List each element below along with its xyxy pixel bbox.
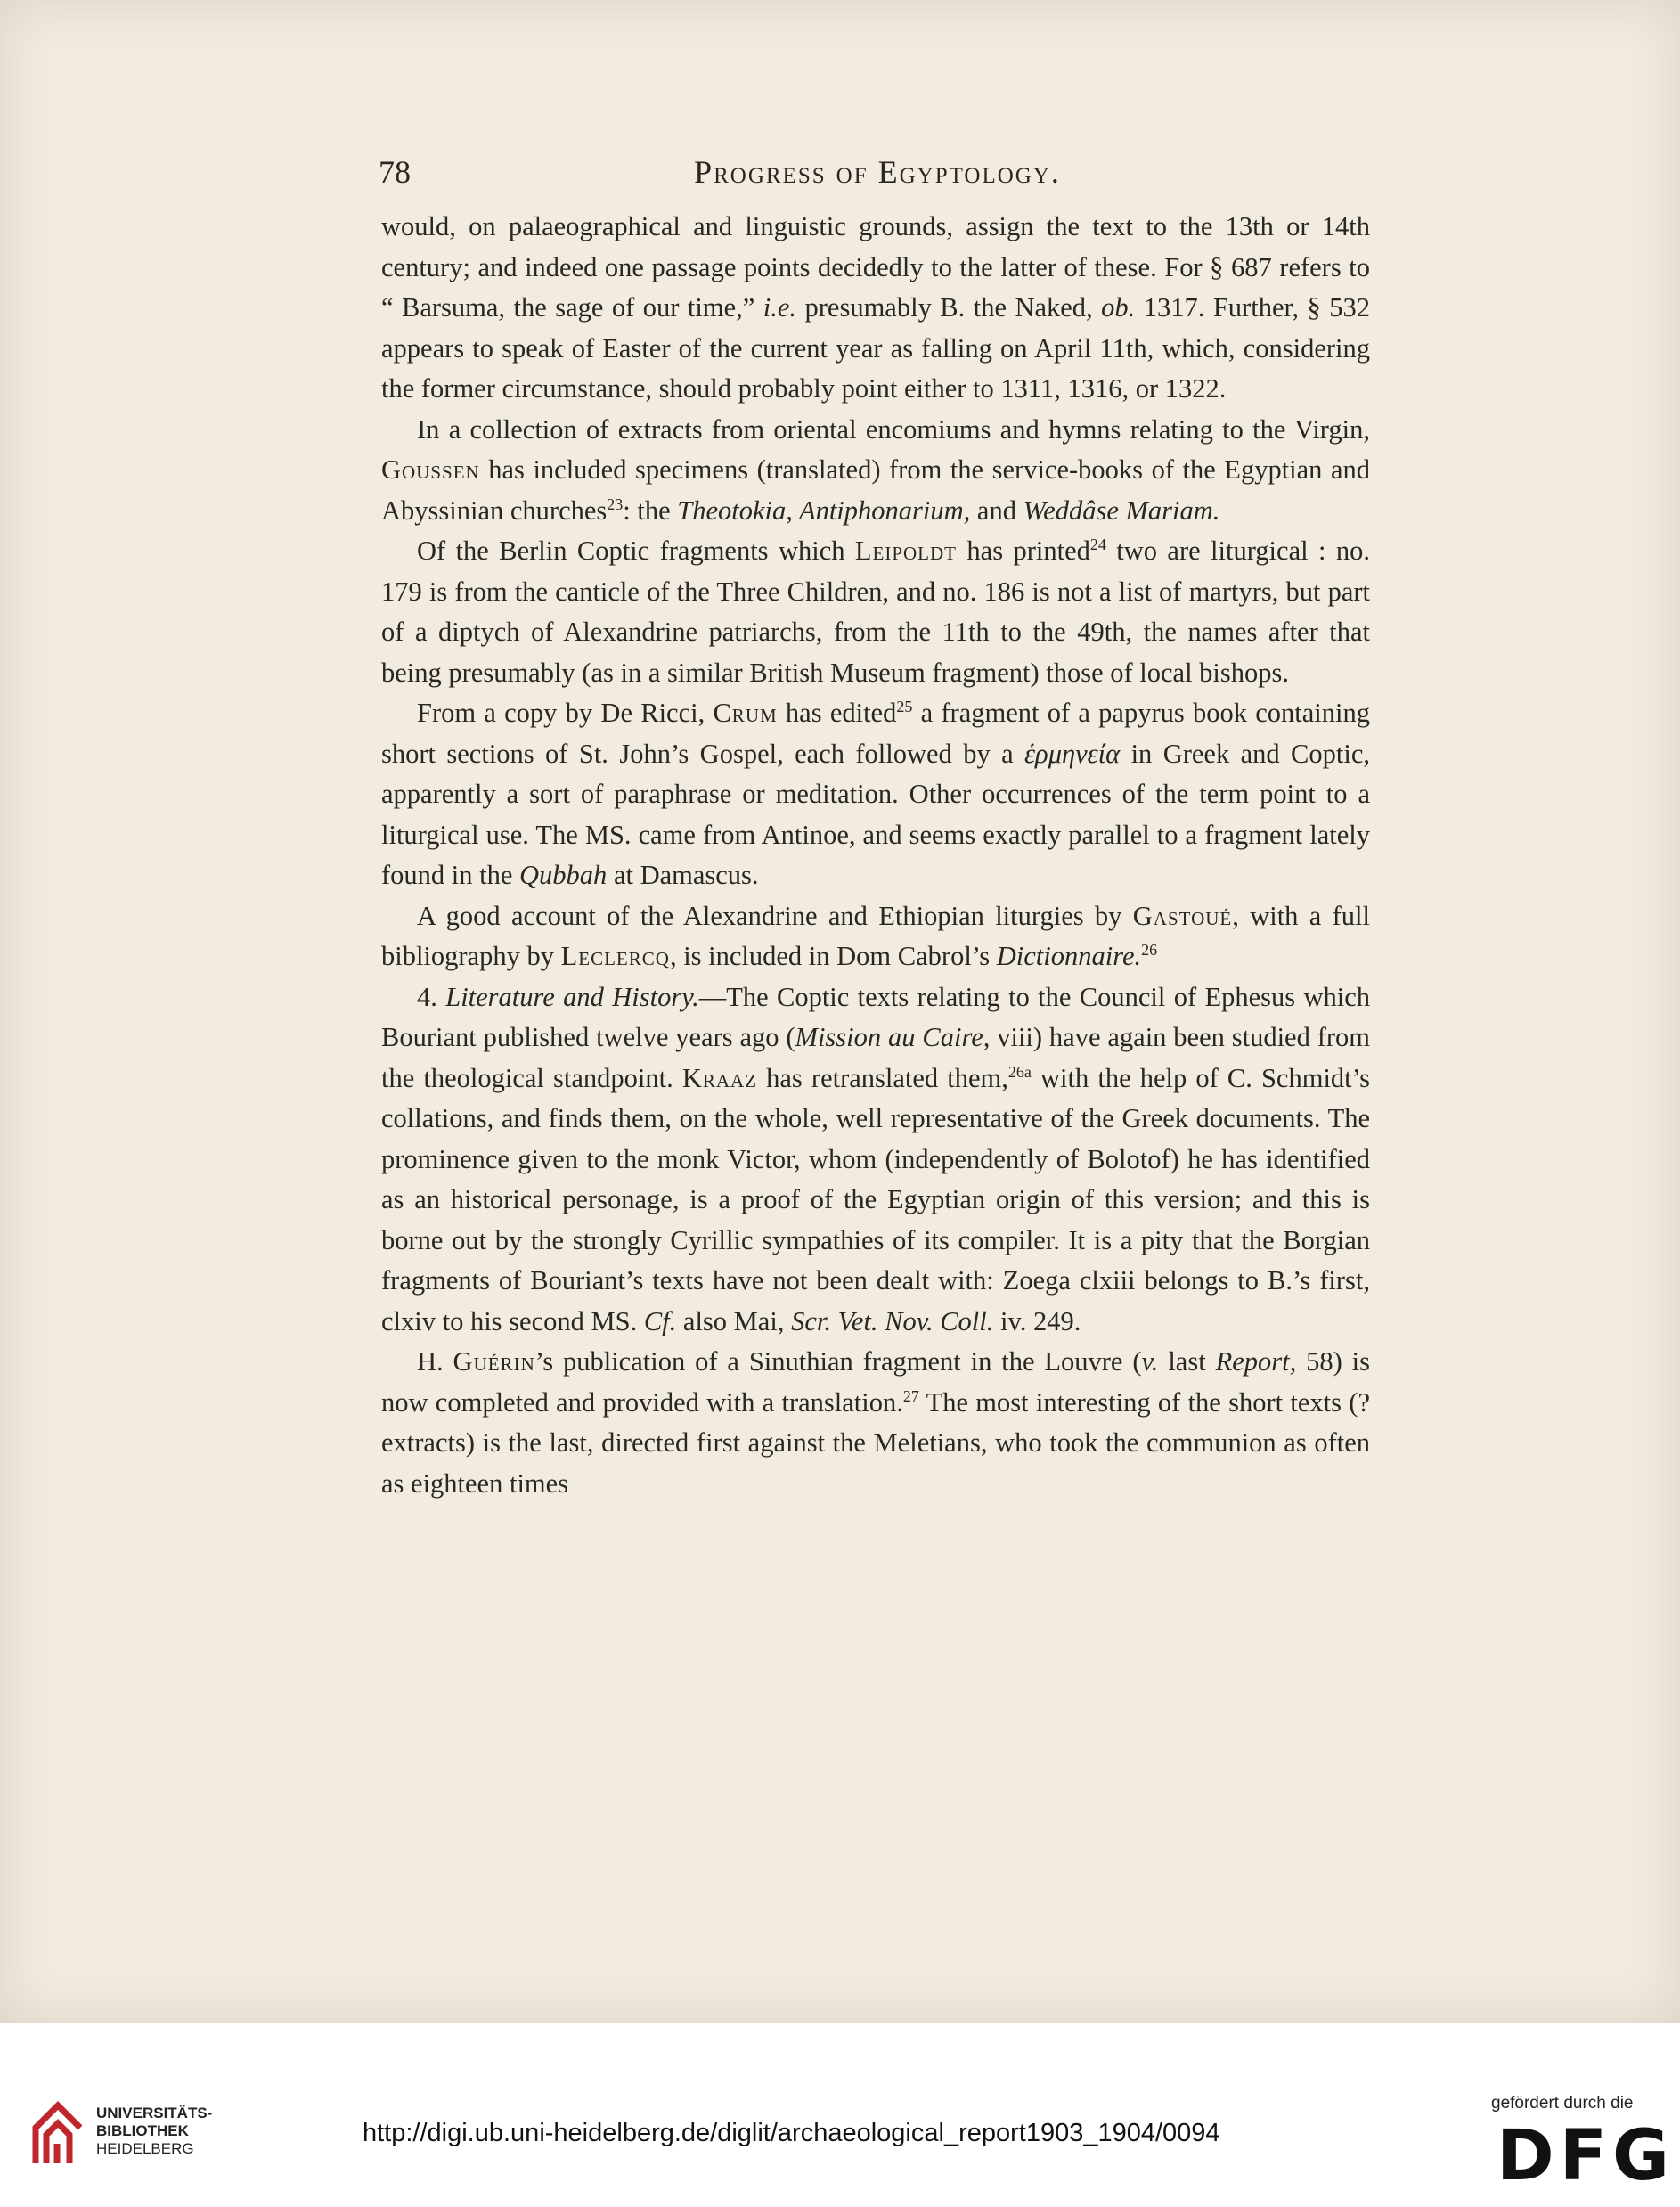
text-run: Mission au Caire, <box>795 1022 991 1052</box>
text-run: in Greek and Coptic, apparently a sort of paraphrase or meditation. Other occurrences of the term point to a liturgical use. The MS. came from Antinoe, and seems exactly parallel to a fragment lately found in the <box>381 738 1370 890</box>
text-run: presumably B. the Naked, <box>796 292 1102 323</box>
text-run: Qubbah <box>519 860 608 890</box>
page-number: 78 <box>379 154 411 190</box>
text-run: has printed <box>957 535 1090 566</box>
text-run: : the <box>623 495 678 526</box>
running-title: Progress of Egyptology. <box>694 154 1061 190</box>
dfg-logo[interactable]: DFG <box>1497 2116 1676 2196</box>
text-run: v. <box>1141 1346 1159 1377</box>
author-name: Leipoldt <box>854 535 958 566</box>
text-run: 1317. Further, § 532 appears to speak of Easter of the current year as falling on April 11th, which, considering the former circumstance, should probably point either to 1311, 1316, or 1322. <box>381 292 1370 404</box>
text-run: Dictionnaire. <box>996 941 1142 971</box>
text-run: last <box>1158 1346 1216 1377</box>
library-name-line: UNIVERSITÄTS- <box>96 2105 213 2121</box>
text-run: and <box>970 495 1023 526</box>
text-run: H. <box>417 1346 453 1377</box>
paragraph-3 <box>381 531 1370 693</box>
author-name: Kraaz <box>681 1062 758 1093</box>
text-run: Scr. Vet. Nov. Coll. <box>791 1305 994 1336</box>
text-run: In a collection of extracts from oriental encomiums and hymns relating to the Virgin, <box>417 413 1370 445</box>
page-header <box>379 153 1376 198</box>
text-run: viii) have again been studied from the theological standpoint. <box>381 1022 1371 1093</box>
text-run: i.e. <box>763 292 797 323</box>
permalink-url[interactable]: http://digi.ub.uni-heidelberg.de/diglit/archaeological_report1903_1904/0094 <box>363 2119 1220 2147</box>
paragraph-2 <box>381 410 1370 532</box>
text-run: A good account of the Alexandrine and Ethiopian liturgies by <box>417 900 1133 931</box>
section-heading: Literature and History. <box>445 981 699 1012</box>
text-run: From a copy by De Ricci, <box>417 698 714 728</box>
text-run: a fragment of a papyrus book containing short sections of St. John’s Gospel, each followed by a <box>381 698 1370 769</box>
digitization-footer <box>0 2023 1680 2207</box>
text-run: also Mai, <box>676 1305 792 1336</box>
footnote-ref: 24 <box>1089 535 1106 553</box>
university-library-logo-icon[interactable] <box>27 2101 89 2168</box>
paragraph-7 <box>381 1342 1370 1504</box>
author-name: Guérin <box>453 1346 535 1377</box>
footnote-ref: 27 <box>902 1386 919 1405</box>
text-run: iv. 249. <box>993 1305 1081 1336</box>
text-run: 4. <box>417 981 446 1012</box>
footnote-ref: 23 <box>607 495 624 513</box>
text-run: has included specimens (translated) from the service-books of the Egyptian and Abyssinian churches <box>381 454 1370 526</box>
body-text <box>381 207 1370 1504</box>
text-run: Of the Berlin Coptic fragments which <box>417 535 855 566</box>
text-run: , is included in Dom Cabrol’s <box>669 941 997 971</box>
text-run: 58) is now completed and provided with a translation. <box>381 1346 1371 1418</box>
text-run: , with a full bibliography by <box>381 900 1370 971</box>
text-run: The most interesting of the short texts (? extracts) is the last, directed first against the Meletians, who took the communion as often as eighteen times <box>381 1386 1370 1499</box>
footnote-ref: 26a <box>1007 1062 1032 1081</box>
text-run: two are liturgical : no. 179 is from the canticle of the Three Children, and no. 186 is not a list of martyrs, but part of a diptych of Alexandrine patriarchs, from the 11th to the 49th, the names after that being presumably (as in a similar British Museum fragment) those of local bishops. <box>381 535 1370 688</box>
text-run: with the help of C. Schmidt’s collations, and finds them, on the whole, well representative of the Greek documents. The prominence given to the monk Victor, whom (independently of Bolotof) he has identified as an historical personage, is a proof of the Egyptian origin of this version; and this is borne out by the strongly Cyrillic sympathies of its compiler. It is a pity that the Borgian fragments of Bouriant’s texts have not been dealt with: Zoega clxiii belongs to B.’s first, clxiv to his second MS. <box>381 1062 1370 1336</box>
author-name: Crum <box>713 698 778 728</box>
text-run: ’s publication of a Sinuthian fragment in the Louvre ( <box>534 1346 1142 1377</box>
author-name: Goussen <box>381 454 480 485</box>
paragraph-5 <box>381 896 1370 977</box>
paragraph-6 <box>381 977 1370 1343</box>
footnote-ref: 25 <box>896 697 913 715</box>
paragraph-4 <box>381 693 1370 896</box>
text-run: has retranslated them, <box>757 1062 1008 1093</box>
library-name-line: HEIDELBERG <box>96 2140 194 2157</box>
text-run: —The Coptic texts relating to the Council of Ephesus which Bouriant published twelve years ago ( <box>381 981 1371 1052</box>
greek-word: ἑρμηνεία <box>1024 738 1121 769</box>
text-run: Cf. <box>643 1305 677 1336</box>
library-name[interactable] <box>96 2105 212 2158</box>
text-run: Weddâse Mariam. <box>1023 495 1220 526</box>
author-name: Leclercq <box>560 941 670 971</box>
text-run: Theotokia, Antiphonarium, <box>677 495 971 526</box>
text-run: has edited <box>777 698 897 728</box>
paragraph-1 <box>381 207 1370 410</box>
text-run: would, on palaeographical and linguistic grounds, assign the text to the 13th or 14th century; and indeed one passage points decidedly to the latter of these. For § 687 refers to “ Barsuma, the sage of our time,” <box>381 211 1370 323</box>
author-name: Gastoué <box>1132 900 1233 931</box>
funded-by-label: gefördert durch die <box>1491 2094 1634 2113</box>
text-run: ob. <box>1101 292 1136 323</box>
footnote-ref: 26 <box>1141 940 1158 959</box>
library-name-line: BIBLIOTHEK <box>96 2122 189 2139</box>
text-run: Report, <box>1215 1346 1297 1377</box>
text-run: at Damascus. <box>607 860 759 890</box>
